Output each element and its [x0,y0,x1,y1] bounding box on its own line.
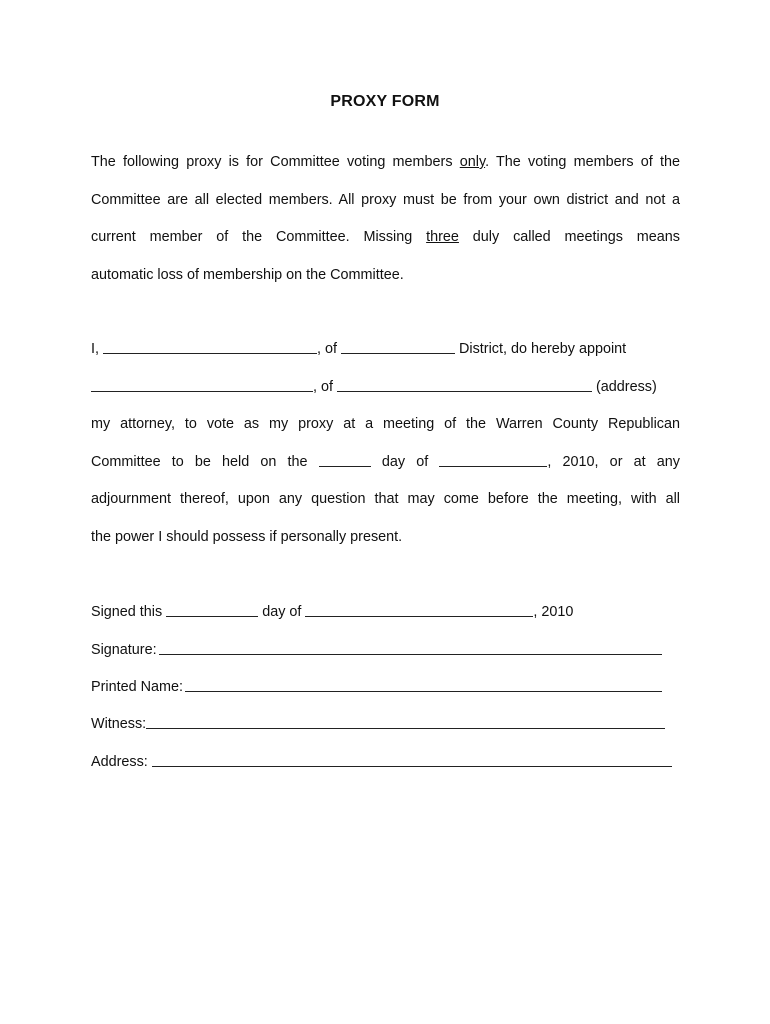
signature-label: Signature: [91,642,157,658]
witness-field[interactable] [146,714,665,729]
district-field[interactable] [341,339,455,354]
witness-row [91,714,665,734]
meeting-month-field[interactable] [439,452,547,467]
intro-line-3: current member of the Committee. Missing three duly called meetings means [91,229,680,245]
appointee-name-field[interactable] [91,377,313,392]
address-label: Address: [91,754,148,770]
intro-line-4: automatic loss of membership on the Committee. [91,266,404,283]
page-title: PROXY FORM [330,93,440,110]
emphasis-only: only [459,154,486,170]
intro-line-1: The following proxy is for Committee voting members only. The voting members of the [91,154,680,170]
appointment-line-1: I, , of District, do hereby appoint [91,341,627,357]
member-name-field[interactable] [103,339,317,354]
signed-month-field[interactable] [305,602,533,617]
appointment-line-5: adjournment thereof, upon any question that may come before the meeting, with all [91,491,680,507]
appointment-line-4: Committee to be held on the day of , 2010, or at any [91,453,680,470]
appointment-line-6: the power I should possess if personally present. [91,528,403,545]
appointment-line-3: my attorney, to vote as my proxy at a meeting of the Warren County Republican [91,416,680,432]
printed-name-row [91,677,662,697]
witness-label: Witness: [91,716,147,732]
appointment-line-2: , of (address) [91,369,680,407]
printed-name-field[interactable] [185,677,662,692]
address-row [91,752,672,772]
printed-name-label: Printed Name: [91,679,183,695]
signed-date-row: Signed this day of , 2010 [91,604,574,620]
emphasis-three: three [426,229,459,245]
signature-row [91,640,662,660]
signature-field[interactable] [159,640,662,655]
intro-line-2: Committee are all elected members. All proxy must be from your own district and not a [91,191,680,208]
appointee-address-field[interactable] [337,377,592,392]
appointment-paragraph [91,331,680,556]
signed-day-field[interactable] [166,602,258,617]
meeting-day-field[interactable] [319,452,371,467]
intro-paragraph [91,144,680,294]
address-field[interactable] [152,752,672,767]
